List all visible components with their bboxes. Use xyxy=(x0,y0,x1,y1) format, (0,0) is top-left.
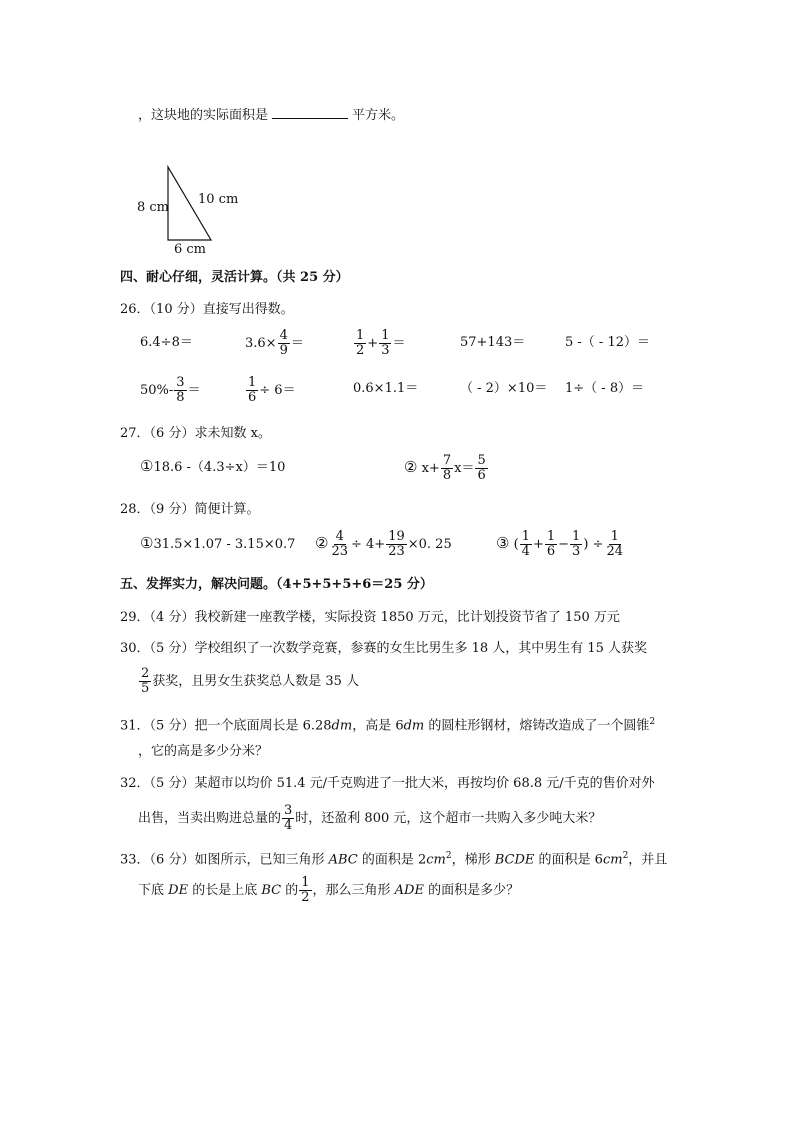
q27-b: ② x+ $\frac{7}{8}$ x＝ $\frac{5}{6}$ xyxy=(404,453,486,483)
triangle-hyp-label: 10 cm xyxy=(198,192,239,207)
q26-item-4: 57+143＝ xyxy=(460,335,526,350)
q26-item-6: 50%- $\frac{3}{8}$ ＝ xyxy=(140,375,201,405)
q30-line-2: $\frac{2}{5}$ 获奖，且男女生获奖总人数是 35 人 xyxy=(141,666,360,696)
q28-a: ①31.5×1.07 - 3.15×0.7 xyxy=(140,534,296,552)
triangle-left-label: 8 cm xyxy=(137,200,170,215)
top-line-prefix: ，这块地的实际面积是 xyxy=(138,108,269,123)
q26-item-7: $\frac{1}{6}$ ÷ 6＝ xyxy=(248,375,296,405)
q26-item-1: 6.4÷8＝ xyxy=(140,335,193,350)
q27-title: 27．（6 分）求未知数 x。 xyxy=(120,426,271,441)
q28-title: 28．（9 分）简便计算。 xyxy=(120,502,260,517)
q31-line-2: ，它的高是多少分米？ xyxy=(138,744,269,759)
q30-line-1: 30．（5 分）学校组织了一次数学竞赛，参赛的女生比男生多 18 人，其中男生有 15 人获奖 xyxy=(120,641,648,656)
q26-item-5: 5 -（ - 12）＝ xyxy=(565,335,650,350)
section-5-heading: 五、发挥实力，解决问题。（4+5+5+5+6＝25 分） xyxy=(120,577,433,592)
q28-c: ③ ( $\frac{1}{4}$ + $\frac{1}{6}$ − $\frac{1}{3}$ ) ÷ $\frac{1}{24}$ xyxy=(496,529,623,559)
q26-title: 26．（10 分）直接写出得数。 xyxy=(120,302,294,317)
q33-line-2: 下底 DE 的长是上底 BC 的 $\frac{1}{2}$ ，那么三角形 ADE 的面积是多少？ xyxy=(138,875,520,905)
q26-item-2: 3.6× $\frac{4}{9}$ ＝ xyxy=(245,328,304,358)
q28-b: ② $\frac{4}{23}$ ÷ 4+ $\frac{19}{23}$ ×0. 25 xyxy=(315,529,452,559)
triangle-bottom-label: 6 cm xyxy=(174,242,207,257)
q26-item-3: $\frac{1}{2}$ + $\frac{1}{3}$ ＝ xyxy=(356,328,406,358)
section-4-heading: 四、耐心仔细，灵活计算。（共 25 分） xyxy=(120,270,349,285)
q26-item-9: （ - 2）×10＝ xyxy=(460,381,548,396)
q29-text: 29．（4 分）我校新建一座教学楼，实际投资 1850 万元，比计划投资节省了 150 万元 xyxy=(120,610,620,625)
q32-line-2: 出售，当卖出购进总量的 $\frac{3}{4}$ 时，还盈利 800 元，这个超市一共购入多少吨大米？ xyxy=(138,803,602,833)
q27-a: ①18.6 -（4.3÷x）＝10 xyxy=(140,457,286,475)
top-line-suffix: 平方米。 xyxy=(352,108,405,123)
q31-line-1: 31．（5 分）把一个底面周长是 6.28dm，高是 6dm 的圆柱形钢材，熔铸改造成了一个圆锥$^2$ xyxy=(120,717,656,734)
q33-line-1: 33．（6 分）如图所示，已知三角形 ABC 的面积是 $2cm^2$，梯形 BCDE 的面积是 $6cm^2$，并且 xyxy=(120,851,668,868)
q32-line-1: 32．（5 分）某超市以均价 51.4 元/千克购进了一批大米，再按均价 68.8 元/千克的售价对外 xyxy=(120,776,655,791)
q26-item-10: 1÷（ - 8）＝ xyxy=(565,381,645,396)
q26-item-8: 0.6×1.1＝ xyxy=(353,381,419,396)
